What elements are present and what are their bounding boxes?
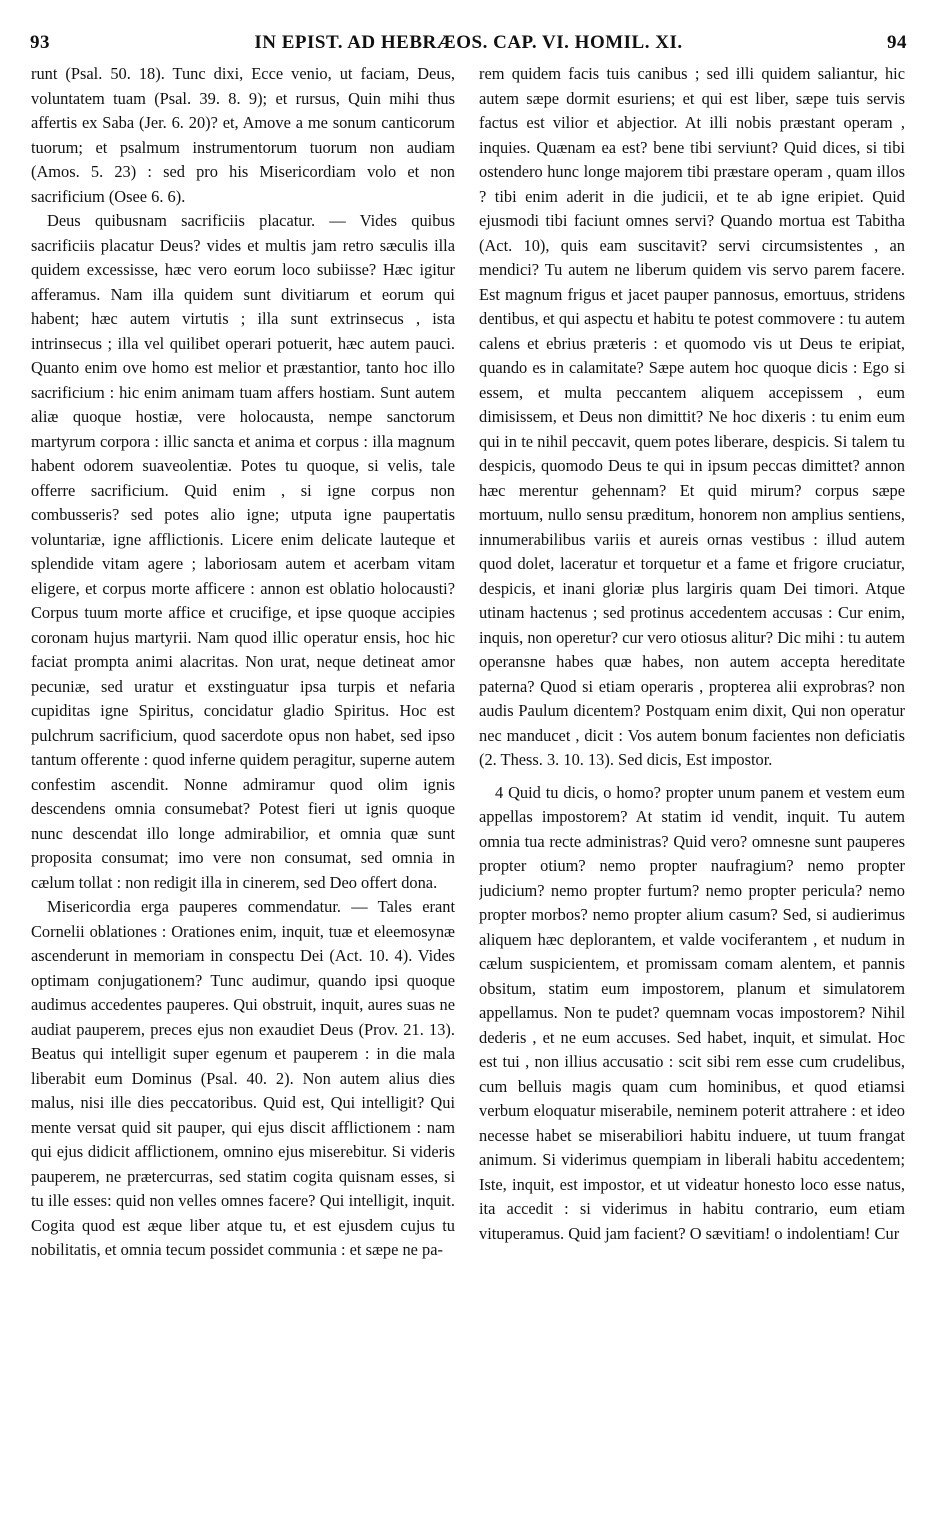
page-number-right: 94 — [887, 32, 907, 53]
right-column — [479, 62, 905, 1520]
running-title: IN EPIST. AD HEBRÆOS. CAP. VI. HOMIL. XI. — [254, 32, 683, 53]
paragraph: 4 Quid tu dicis, o homo? propter unum panem et vestem eum appellas impostorem? At statim id vendit, inquit. Tu autem omnia tua recte administras? Quid vero? omnesne sunt pauperes propter otium? nemo propter naufragium? nemo propter judicium? nemo propter furtum? nemo propter pericula? nemo propter morbos? nemo propter alium casum? Sed, si audierimus aliquem hæc deplorantem, et valde vociferantem , et nudum in cælum suspicientem, et promissam comam alentem, et pannis obsitum, statim eum impostorem, planum et simulatorem appellamus. Non te pudet? quemnam vocas impostorem? Nihil dederis , et ne eum accuses. Sed habet, inquit, et simulat. Hoc est tui , non illius accusatio : scit sibi rem esse cum crudelibus, cum belluis magis quam cum hominibus, et quod etiamsi verbum eloquatur miserabile, neminem poterit attrahere : et ideo necesse habet se miserabiliori habitu induere, ut tuum frangat animum. Si viderimus quempiam in liberali habitu accedentem; Iste, inquit, est impostor, et ut videatur honesto loco esse natus, ita accedit : si viderimus in habitu contrario, eum etiam vituperamus. Quid jam facient? O sævitiam! o indolentiam! Cur — [479, 782, 905, 1243]
paragraph: rem quidem facis tuis canibus ; sed illi quidem saliantur, hic autem sæpe dormit esuriens; et qui est liber, sæpe tuis servis factus est vilior et abjectior. At illi nobis præstant operam , inquies. Quænam ea est? bene tibi serviunt? Quid dices, si tibi ostendero hunc longe majorem tibi præstare operam , quam illos ? tibi enim aderit in die judicii, et te ab igne eripiet. Quid ejusmodi tibi faciunt omnes servi? Quando mortua est Tabitha (Act. 10), quis eam suscitavit? servi circumsistentes , an mendici? Tu autem ne liberum quidem vis servo parem facere. Est magnum frigus et jacet pauper pannosus, emortuus, stridens dentibus, et qui aspectu et habitu te potest commovere : tu autem calens et ebrius præteris : et quomodo vis ut Deus te eripiat, quando es in calamitate? Sæpe autem hoc quoque dicis : Ego si essem, et multa peccantem aliquem accepissem , eum dimisissem, et Deus non dimittit? Ne hoc dixeris : tu enim eum qui in te nihil peccavit, quem potes liberare, despicis. Si talem tu despicis, quomodo Deus te qui in ipsum peccas dimittet? annon hæc merentur gehennam? Et quid mirum? corpus sæpe mortuum, nullo sensu præditum, honorem non amplius sentiens, innumerabilibus variis et aureis ornas vestibus : illud autem quod dolet, laceratur et torquetur et a fame et frigore cruciatur, despicis, et inani gloriæ plus largiris quam Dei timori. Atque utinam hactenus ; sed protinus accedentem accusas : Cur enim, inquis, non operetur? cur vero otiosus alitur? Dic mihi : tu autem operansne habes quæ habes, non autem accepta hereditate paterna? Quod si etiam operaris , propterea alii exprobras? non audis Paulum dicentem? Postquam enim dixit, Qui non operatur nec manducet , dicit : Vos autem bonum facientes non deficiatis (2. Thess. 3. 10. 13). Sed dicis, Est impostor. — [479, 64, 905, 769]
paragraph: Misericordia erga pauperes commendatur. — Tales erant Cornelii oblationes : Orationes enim, inquit, tuæ et eleemosynæ ascenderunt in memoriam in conspectu Dei (Act. 10. 4). Vides optimam conjugationem? Tunc audimur, quando ipsi quoque audimus accedentes pauperes. Qui obstruit, inquit, aures suas ne audiat pauperem, preces ejus non exaudiet Deus (Prov. 21. 13). Beatus qui intelligit super egenum et pauperem : in die mala liberabit eum Dominus (Psal. 40. 2). Non autem alius dies malus, nisi ille dies peccatoribus. Quid est, Qui intelligit? Qui mente versat quid sit pauper, qui ejus discit afflictionem : nam qui ejus didicit afflictionem, omnino ejus miserebitur. Si videris pauperem, ne prætercurras, sed statim cogita quisnam esses, si tu ille esses: quid non velles omnes facere? Qui intelligit, inquit. Cogita quod est æque liber atque tu, et est ejusdem cujus tu nobilitatis, et omnia tecum possidet communia : et sæpe ne pa- — [31, 897, 455, 1259]
running-header — [30, 32, 907, 62]
paragraph: Deus quibusnam sacrificiis placatur. — Vides quibus sacrificiis placatur Deus? vides et multis jam retro sæculis illa quidem excessisse, hæc vero eorum loco subiisse? Hæc igitur afferamus. Nam illa quidem sunt divitiarum et eorum qui habent; hæc autem virtutis ; illa sunt extrinsecus , ista intrinsecus ; illa vel quilibet operari potuerit, hæc autem pauci. Quanto enim ove homo est melior et præstantior, tanto hoc illo sacrificium : hic enim animam tuam affers hostiam. Sunt autem aliæ quoque hostiæ, vere holocausta, nempe sanctorum martyrum corpora : illic sancta et anima et corpus : illa magnum habent odorem suaveolentiæ. Potes tu quoque, si velis, tale offerre sacrificium. Quid enim , si igne corpus non combusseris? sed potes alio igne; utputa igne paupertatis voluntariæ, igne afflictionis. Licere enim delicate lauteque et splendide vitam agere ; laboriosam autem et acerbam vitam eligere, et corpus morte afficere : annon est oblatio holocausti? Corpus tuum morte affice et crucifige, et ipse quoque accipies coronam hujus martyrii. Nam quod illic operatur ensis, hoc hic faciat prompta animi alacritas. Non urat, neque detineat amor pecuniæ, sed uratur et exstinguatur ipsa turpis et nefaria cupiditas igne Spiritus, concidatur gladio Spiritus. Hoc est pulchrum sacrificium, quod sacerdote opus non habet, sed ipso tantum offerente : quod inferne quidem peragitur, superne autem confestim ascendit. Nonne admiramur quod olim ignis descendens omnia consumebat? Potest fieri ut ignis quoque nunc descendat illo longe admirabilior, et omnia quæ sunt proposita consumat; imo vere non consumat, sed omnia in cælum tollat : non redigit illa in cinerem, sed Deo offert dona. — [31, 211, 455, 892]
left-column — [31, 62, 455, 1520]
paragraph: runt (Psal. 50. 18). Tunc dixi, Ecce venio, ut faciam, Deus, voluntatem tuam (Psal. 39. 8. 9); et rursus, Quin mihi thus affertis ex Saba (Jer. 6. 20)? et, Amove a me sonum canticorum tuorum; et psalmum instrumentorum tuorum non audiam (Amos. 5. 23) : sed pro his Misericordiam volo et non sacrificium (Osee 6. 6). — [31, 64, 455, 206]
page-number-left: 93 — [30, 32, 50, 53]
